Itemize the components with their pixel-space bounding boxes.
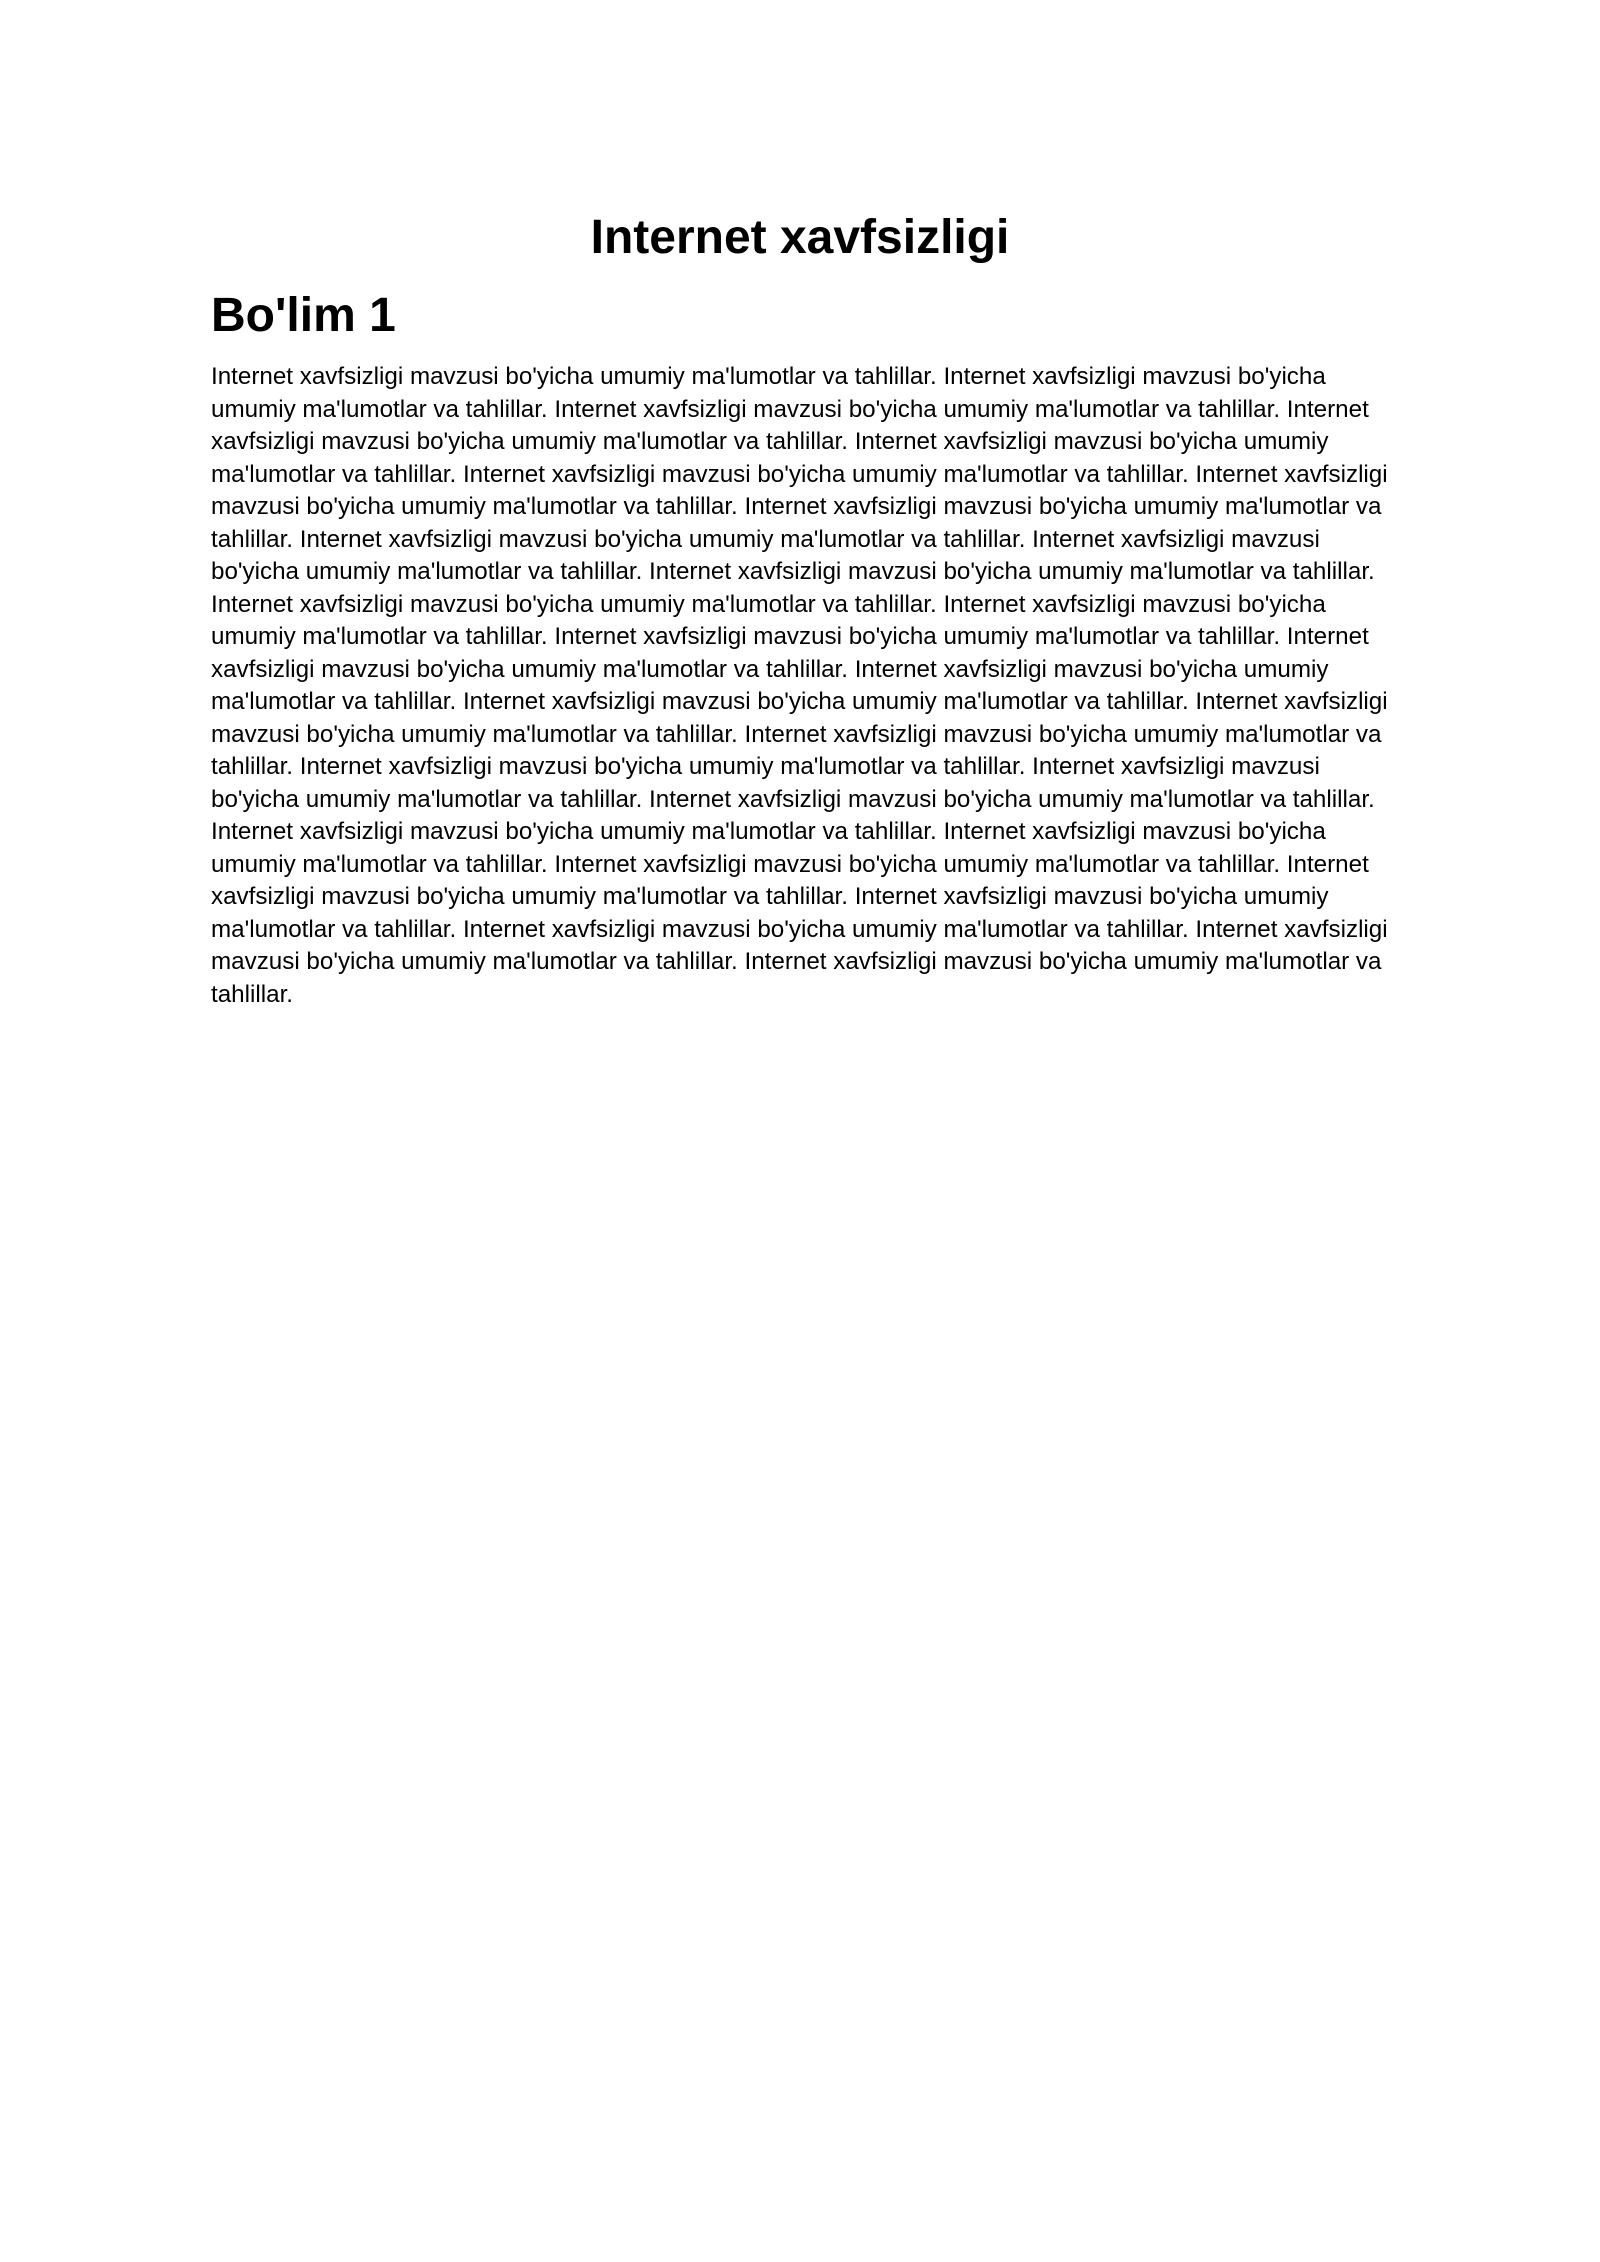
document-title [0,210,1600,266]
document-title-text: Internet xavfsizligi [590,211,1010,264]
section-heading: Bo'lim 1 [211,289,396,342]
body-paragraph: Internet xavfsizligi mavzusi bo'yicha umumiy ma'lumotlar va tahlillar. Internet xavfsizligi mavzusi bo'yicha umumiy ma'lumotlar va tahlillar. Internet xavfsizligi mavzusi bo'yicha umumiy ma'lumotlar va tahlillar. Internet xavfsizligi mavzusi bo'yicha umumiy ma'lumotlar va tahlillar. Internet xavfsizligi mavzusi bo'yicha umumiy ma'lumotlar va tahlillar. Internet xavfsizligi mavzusi bo'yicha umumiy ma'lumotlar va tahlillar. Internet xavfsizligi mavzusi bo'yicha umumiy ma'lumotlar va tahlillar. Internet xavfsizligi mavzusi bo'yicha umumiy ma'lumotlar va tahlillar. Internet xavfsizligi mavzusi bo'yicha umumiy ma'lumotlar va tahlillar. Internet xavfsizligi mavzusi bo'yicha umumiy ma'lumotlar va tahlillar. Internet xavfsizligi mavzusi bo'yicha umumiy ma'lumotlar va tahlillar. Internet xavfsizligi mavzusi bo'yicha umumiy ma'lumotlar va tahlillar. Internet xavfsizligi mavzusi bo'yicha umumiy ma'lumotlar va tahlillar. Internet xavfsizligi mavzusi bo'yicha umumiy ma'lumotlar va tahlillar. Internet xavfsizligi mavzusi bo'yicha umumiy ma'lumotlar va tahlillar. Internet xavfsizligi mavzusi bo'yicha umumiy ma'lumotlar va tahlillar. Internet xavfsizligi mavzusi bo'yicha umumiy ma'lumotlar va tahlillar. Internet xavfsizligi mavzusi bo'yicha umumiy ma'lumotlar va tahlillar. Internet xavfsizligi mavzusi bo'yicha umumiy ma'lumotlar va tahlillar. Internet xavfsizligi mavzusi bo'yicha umumiy ma'lumotlar va tahlillar. Internet xavfsizligi mavzusi bo'yicha umumiy ma'lumotlar va tahlillar. Internet xavfsizligi mavzusi bo'yicha umumiy ma'lumotlar va tahlillar. Internet xavfsizligi mavzusi bo'yicha umumiy ma'lumotlar va tahlillar. Internet xavfsizligi mavzusi bo'yicha umumiy ma'lumotlar va tahlillar. Internet xavfsizligi mavzusi bo'yicha umumiy ma'lumotlar va tahlillar. Internet xavfsizligi mavzusi bo'yicha umumiy ma'lumotlar va tahlillar. Internet xavfsizligi mavzusi bo'yicha umumiy ma'lumotlar va tahlillar. Internet xavfsizligi mavzusi bo'yicha umumiy ma'lumotlar va tahlillar. Internet xavfsizligi mavzusi bo'yicha umumiy ma'lumotlar va tahlillar. Internet xavfsizligi mavzusi bo'yicha umumiy ma'lumotlar va tahlillar. [211,363,1388,1008]
